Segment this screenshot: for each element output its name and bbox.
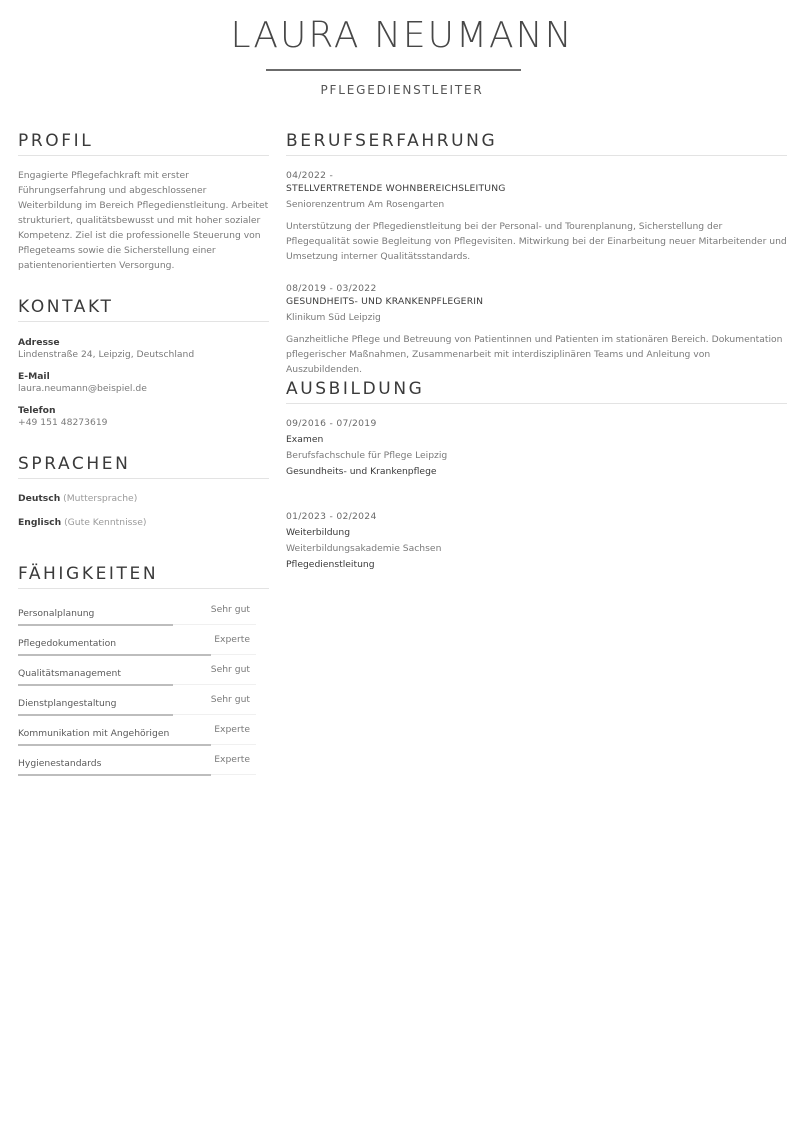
- email-label: E-Mail: [18, 371, 50, 382]
- skill-item: [18, 745, 256, 775]
- phone-label: Telefon: [18, 405, 56, 416]
- experience-date: 08/2019 - 03/2022: [286, 283, 377, 294]
- education-heading: AUSBILDUNG: [286, 378, 787, 404]
- language-level: (Gute Kenntnisse): [64, 517, 147, 528]
- skill-level: Sehr gut: [210, 694, 250, 705]
- language-level: (Muttersprache): [63, 493, 138, 504]
- contact-heading: KONTAKT: [18, 296, 269, 322]
- skill-item: [18, 625, 256, 655]
- skills-list: [18, 595, 269, 775]
- skill-level: Sehr gut: [210, 604, 250, 615]
- education-section: [286, 378, 787, 571]
- skill-item: [18, 655, 256, 685]
- skill-item: [18, 715, 256, 745]
- education-degree: Examen: [286, 434, 324, 445]
- language-name: Englisch: [18, 517, 62, 528]
- skill-level: Experte: [214, 754, 250, 765]
- experience-company: Klinikum Süd Leipzig: [286, 312, 381, 323]
- address-label: Adresse: [18, 337, 60, 348]
- skill-name: Qualitätsmanagement: [18, 668, 121, 679]
- skill-level: Experte: [214, 724, 250, 735]
- education-item: [286, 511, 787, 571]
- skill-name: Kommunikation mit Angehörigen: [18, 728, 170, 739]
- education-item: [286, 418, 787, 478]
- skill-level: Experte: [214, 634, 250, 645]
- experience-date: 04/2022 -: [286, 170, 334, 181]
- language-item: [18, 493, 269, 505]
- skill-level: Sehr gut: [210, 664, 250, 675]
- left-column: [18, 130, 269, 769]
- language-item: [18, 517, 269, 529]
- experience-item: [286, 283, 787, 377]
- skill-bar: [18, 774, 211, 776]
- phone-value[interactable]: +49 151 48273619: [18, 417, 108, 428]
- experience-description: Ganzheitliche Pflege und Betreuung von Patientinnen und Patienten im stationären Bereich. Dokumentation pflegerischer Maßnahmen, Zusammenarbeit mit interdisziplinären Teams und Anleitung von Auszubildenden.: [286, 334, 783, 375]
- email-value[interactable]: laura.neumann@beispiel.de: [18, 383, 147, 394]
- language-name: Deutsch: [18, 493, 61, 504]
- skill-name: Hygienestandards: [18, 758, 102, 769]
- education-date: 09/2016 - 07/2019: [286, 418, 377, 429]
- candidate-name: LAURA NEUMANN: [230, 15, 574, 56]
- profile-heading: PROFIL: [18, 130, 269, 156]
- experience-section: [286, 130, 787, 377]
- profile-text: Engagierte Pflegefachkraft mit erster Führungserfahrung und abgeschlossener Weiterbildung im Bereich Pflegedienstleitung. Arbeitet strukturiert, qualitätsbewusst und mit hoher sozialer Kompetenz. Ziel ist die professionelle Steuerung von Pflegeteams sowie die Sicherstellung einer patientenorientierten Versorgung.: [18, 170, 269, 271]
- education-field: Gesundheits- und Krankenpflege: [286, 466, 437, 477]
- right-column: [286, 130, 787, 570]
- experience-item: [286, 170, 787, 264]
- skills-section: [18, 563, 269, 775]
- skill-name: Dienstplangestaltung: [18, 698, 117, 709]
- skill-name: Personalplanung: [18, 608, 95, 619]
- languages-section: [18, 453, 269, 541]
- education-date: 01/2023 - 02/2024: [286, 511, 377, 522]
- address-value: Lindenstraße 24, Leipzig, Deutschland: [18, 349, 195, 360]
- experience-description: Unterstützung der Pflegedienstleitung bei der Personal- und Tourenplanung, Sicherstellung der Pflegequalität sowie Begleitung von Pflegevisiten. Mitwirkung bei der Einarbeitung neuer Mitarbeitender und Umsetzung interner Qualitätsstandards.: [286, 221, 787, 262]
- education-degree: Weiterbildung: [286, 527, 351, 538]
- job-title: PFLEGEDIENSTLEITER: [320, 83, 484, 97]
- skill-item: [18, 685, 256, 715]
- education-school: Berufsfachschule für Pflege Leipzig: [286, 450, 448, 461]
- experience-company: Seniorenzentrum Am Rosengarten: [286, 199, 445, 210]
- skill-item: [18, 595, 256, 625]
- experience-heading: BERUFSERFAHRUNG: [286, 130, 787, 156]
- experience-title: STELLVERTRETENDE WOHNBEREICHSLEITUNG: [286, 183, 506, 194]
- contact-section: [18, 296, 269, 439]
- education-school: Weiterbildungsakademie Sachsen: [286, 543, 442, 554]
- education-field: Pflegedienstleitung: [286, 559, 375, 570]
- skill-name: Pflegedokumentation: [18, 638, 117, 649]
- languages-heading: SPRACHEN: [18, 453, 269, 479]
- profile-section: [18, 130, 269, 273]
- skills-heading: FÄHIGKEITEN: [18, 563, 269, 589]
- experience-title: GESUNDHEITS- UND KRANKENPFLEGERIN: [286, 296, 484, 307]
- header-divider: [266, 69, 521, 71]
